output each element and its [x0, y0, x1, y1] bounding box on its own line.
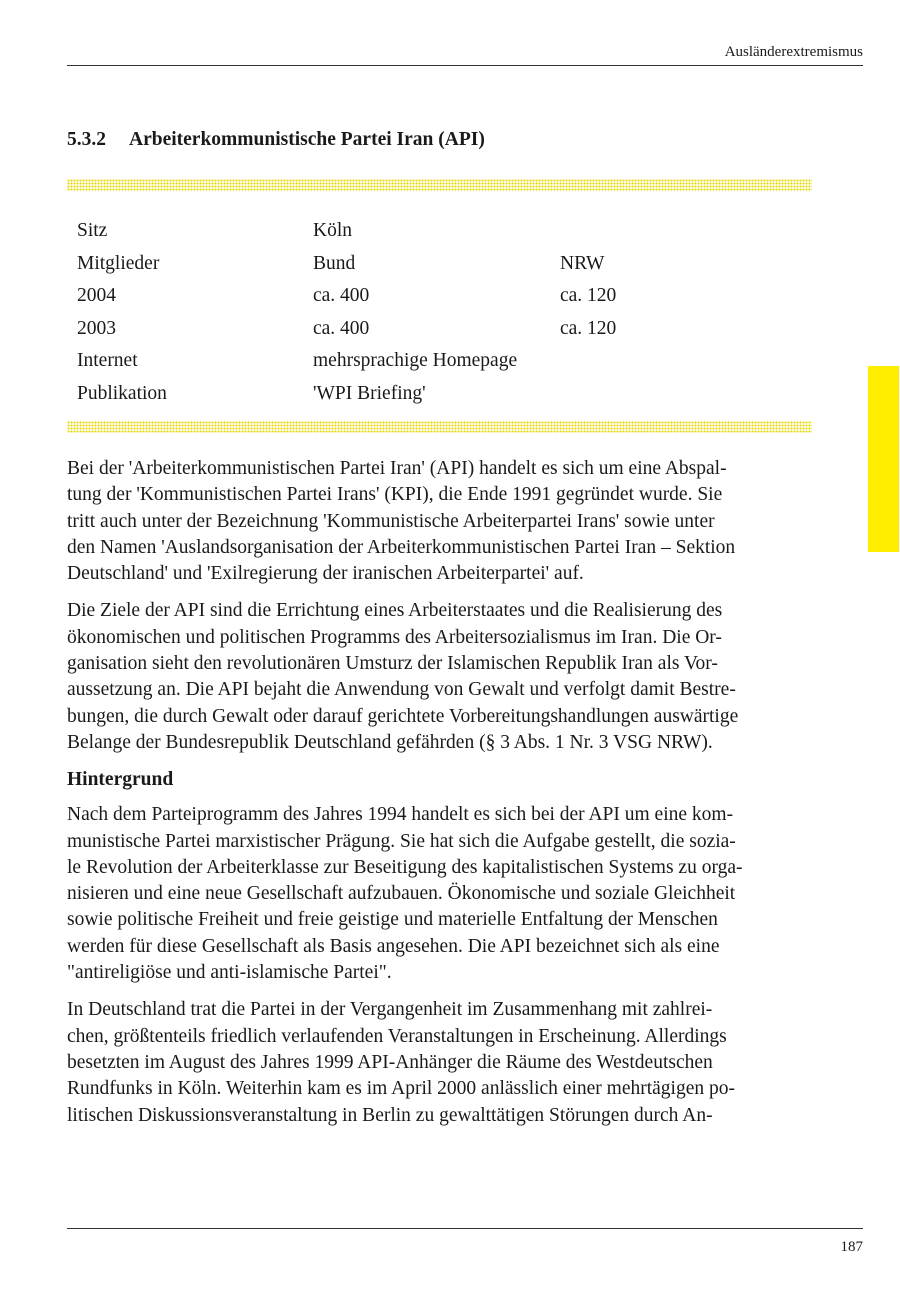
- text-line: Rundfunks in Köln. Weiterhin kam es im April 2000 anlässlich einer mehrtägigen po-: [67, 1078, 735, 1100]
- text-line: le Revolution der Arbeiterklasse zur Beseitigung des kapitalistischen Systems zu orga-: [67, 856, 743, 878]
- table-row: [77, 313, 710, 346]
- text-line: werden für diese Gesellschaft als Basis angesehen. Die API bezeichnet sich als eine: [67, 935, 720, 957]
- section-title: Arbeiterkommunistische Partei Iran (API): [129, 129, 485, 150]
- text-line: tung der 'Kommunistischen Partei Irans' (KPI), die Ende 1991 gegründet wurde. Sie: [67, 484, 723, 506]
- text-line: In Deutschland trat die Partei in der Vergangenheit im Zusammenhang mit zahlrei-: [67, 999, 713, 1021]
- table-cell: Publikation: [77, 382, 167, 404]
- header-rule: [67, 65, 863, 66]
- paragraph-goals: [67, 598, 813, 756]
- table-cell: ca. 400: [313, 285, 370, 307]
- dotted-divider-top: [67, 179, 812, 191]
- table-cell: Köln: [313, 220, 352, 241]
- text-line: litischen Diskussionsveranstaltung in Berlin zu gewalttätigen Störungen durch An-: [67, 1104, 713, 1126]
- body-text: [67, 456, 813, 1140]
- table-row: [77, 345, 710, 378]
- section-heading: [67, 127, 485, 153]
- table-row: [77, 378, 710, 411]
- table-row: [77, 248, 710, 281]
- text-line: chen, größtenteils friedlich verlaufenden Veranstaltungen in Erscheinung. Allerdings: [67, 1025, 727, 1047]
- table-cell: Internet: [77, 350, 138, 372]
- table-cell: NRW: [560, 252, 605, 274]
- running-header-title: Ausländerextremismus: [724, 44, 863, 60]
- text-line: Nach dem Parteiprogramm des Jahres 1994 handelt es sich bei der API um eine kom-: [67, 804, 734, 826]
- footer-rule: [67, 1228, 863, 1229]
- table-cell: [560, 378, 710, 411]
- table-row: [77, 280, 710, 313]
- table-cell: ca. 120: [560, 317, 617, 339]
- table-cell: 2003: [77, 317, 116, 339]
- table-cell: mehrsprachige Homepage: [313, 350, 518, 372]
- text-line: ökonomischen und politischen Programms des Arbeitersozialismus im Iran. Die Or-: [67, 626, 722, 648]
- dotted-divider-bottom: [67, 421, 812, 433]
- table-cell: [560, 345, 710, 378]
- table-row: [77, 215, 710, 248]
- table-cell: Mitglieder: [77, 252, 160, 274]
- text-line: besetzten im August des Jahres 1999 API-Anhänger die Räume des Westdeutschen: [67, 1051, 713, 1073]
- table-cell: 'WPI Briefing': [313, 382, 426, 404]
- table-cell: ca. 400: [313, 317, 370, 339]
- text-line: bungen, die durch Gewalt oder darauf gerichtete Vorbereitungshandlungen auswärtige: [67, 705, 739, 727]
- table-cell: Bund: [313, 252, 356, 274]
- text-line: aussetzung an. Die API bejaht die Anwendung von Gewalt und verfolgt damit Bestre-: [67, 679, 736, 701]
- text-line: Die Ziele der API sind die Errichtung eines Arbeiterstaates und die Realisierung des: [67, 600, 723, 622]
- text-line: "antireligiöse und anti-islamische Partei".: [67, 962, 392, 984]
- table-cell: Sitz: [77, 220, 108, 241]
- text-line: nisieren und eine neue Gesellschaft aufzubauen. Ökonomische und soziale Gleichheit: [67, 883, 736, 905]
- paragraph-intro: [67, 456, 813, 587]
- table-cell: 2004: [77, 285, 116, 307]
- text-line: tritt auch unter der Bezeichnung 'Kommunistische Arbeiterpartei Irans' sowie unter: [67, 510, 715, 532]
- chapter-thumb-tab: [868, 366, 899, 552]
- text-line: Bei der 'Arbeiterkommunistischen Partei Iran' (API) handelt es sich um eine Abspal-: [67, 458, 727, 479]
- page-number: 187: [840, 1239, 863, 1255]
- text-line: munistische Partei marxistischer Prägung. Sie hat sich die Aufgabe gestellt, die sozia-: [67, 830, 736, 852]
- text-line: ganisation sieht den revolutionären Umsturz der Islamischen Republik Iran als Vor-: [67, 653, 718, 675]
- facts-table: [77, 215, 710, 411]
- text-line: den Namen 'Auslandsorganisation der Arbeiterkommunistischen Partei Iran – Sektion: [67, 536, 736, 558]
- paragraph-germany: [67, 997, 813, 1128]
- text-line: Belange der Bundesrepublik Deutschland gefährden (§ 3 Abs. 1 Nr. 3 VSG NRW).: [67, 731, 713, 753]
- paragraph-program: [67, 802, 813, 986]
- text-line: Deutschland' und 'Exilregierung der iranischen Arbeiterpartei' auf.: [67, 563, 584, 585]
- table-cell: ca. 120: [560, 285, 617, 307]
- section-number: 5.3.2: [67, 129, 106, 150]
- subheading-background: Hintergrund: [67, 769, 174, 791]
- text-line: sowie politische Freiheit und freie geistige und materielle Entfaltung der Menschen: [67, 909, 718, 931]
- table-cell: [560, 215, 710, 248]
